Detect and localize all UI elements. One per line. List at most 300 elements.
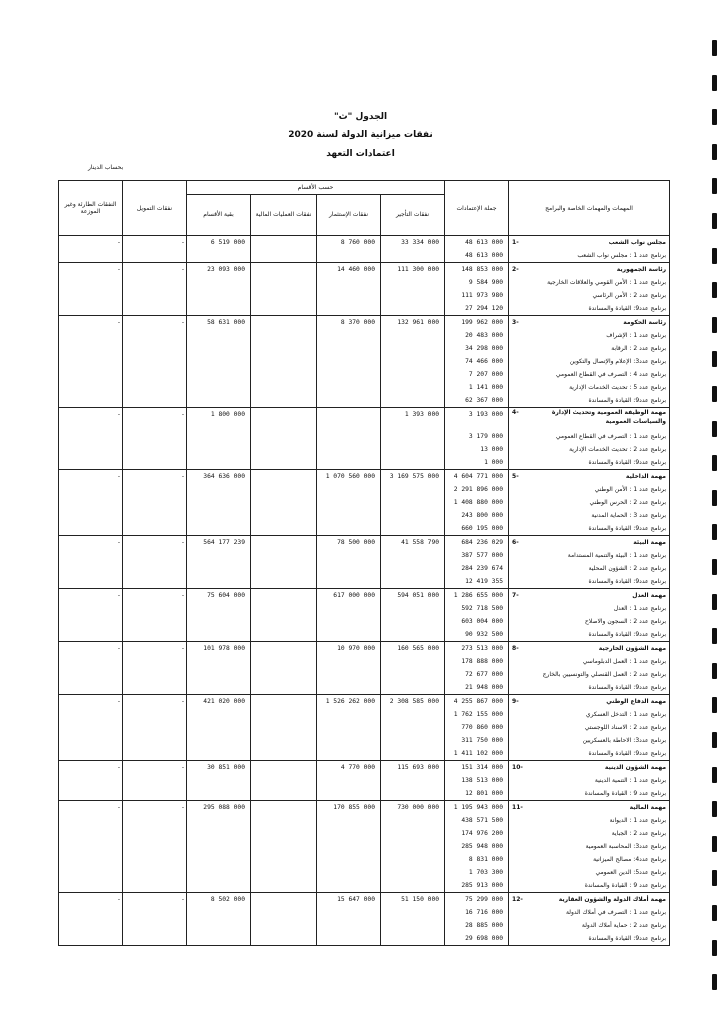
amount: 132 961 000 [397, 319, 440, 326]
program-value: 243 800 000 [461, 512, 504, 519]
tadjir-cell [381, 408, 445, 470]
total-cell [445, 761, 509, 801]
remaining-cell [187, 470, 251, 536]
binding-hole [712, 594, 717, 610]
program-value: 90 932 500 [465, 631, 504, 638]
program-label: برنامج عدد 1 : التصرف في القطاع العمومي [555, 433, 667, 440]
total-cell [445, 236, 509, 263]
program-value: 3 179 000 [468, 433, 504, 440]
investment-cell [317, 470, 381, 536]
budget-table-body [59, 236, 670, 946]
financial-ops-cell [251, 470, 317, 536]
amount: 8 760 000 [340, 239, 375, 246]
table-row [59, 761, 670, 801]
mission-cell [509, 263, 670, 316]
mission-name: مهمة أملاك الدولة والشؤون العقارية [558, 896, 667, 903]
mission-header [509, 263, 669, 276]
program-value: 62 367 000 [465, 397, 504, 404]
binding-hole [712, 248, 717, 264]
amount: 1 393 000 [404, 411, 440, 418]
investment-cell [317, 263, 381, 316]
dash-mark: - [117, 896, 120, 903]
mission-name: مهمة البيئة [633, 539, 667, 546]
program-value: 178 888 000 [461, 658, 504, 665]
program-label: برنامج عدد 1 : الإشراف [606, 332, 667, 339]
program-value: 48 613 000 [465, 252, 504, 259]
program-label: برنامج عدد3: الاحاطة بالعسكريين [582, 737, 667, 744]
dash-mark: - [117, 473, 120, 480]
program-label: برنامج عدد 5 : تحديث الخدمات الإدارية [569, 384, 667, 391]
amount: 30 851 000 [207, 764, 245, 771]
table-row [59, 408, 670, 470]
table-row [59, 470, 670, 536]
program-value: 1 411 102 000 [453, 750, 504, 757]
financial-ops-cell [251, 536, 317, 589]
program-value: 592 718 500 [461, 605, 504, 612]
mission-index: 6- [512, 539, 519, 546]
amount [251, 263, 313, 276]
mission-index: 1- [512, 239, 519, 246]
remaining-cell [187, 408, 251, 470]
table-row [59, 236, 670, 263]
mission-cell [509, 801, 670, 893]
mission-name: مهمة الشؤون الخارجية [598, 645, 667, 652]
mission-index: 10- [512, 764, 523, 771]
amount: 8 502 000 [210, 896, 245, 903]
col-contingency: النفقات الطارئة وغير الموزعة [59, 181, 123, 236]
amount: 6 519 000 [210, 239, 245, 246]
amount: 41 558 790 [401, 539, 440, 546]
table-row [59, 695, 670, 761]
mission-total: 75 299 000 [465, 896, 504, 903]
mission-cell [509, 761, 670, 801]
program-label: برنامج عدد 2 : السجون والاصلاح [584, 618, 667, 625]
mission-name: مجلس نواب الشعب [608, 239, 667, 246]
tadjir-cell [381, 801, 445, 893]
program-value: 74 466 000 [465, 358, 504, 365]
program-label: برنامج عدد9: القيادة والمساندة [588, 684, 667, 691]
contingency-cell [59, 236, 123, 263]
program-value: 1 408 880 000 [453, 499, 504, 506]
col-missions: المهمات والمهمات الخاصة والبرامج [509, 181, 670, 236]
binding-hole [712, 940, 717, 956]
program-value: 438 571 500 [461, 817, 504, 824]
mission-cell [509, 470, 670, 536]
mission-cell [509, 642, 670, 695]
mission-index: 5- [512, 473, 519, 480]
program-label: برنامج عدد 1 : التصرف في أملاك الدولة [565, 909, 667, 916]
tadjir-cell [381, 642, 445, 695]
program-value: 1 141 000 [468, 384, 504, 391]
program-label: برنامج عدد9: القيادة والمساندة [588, 750, 667, 757]
financing-cell [123, 695, 187, 761]
program-label: برنامج عدد 2 : الشؤون المحلية [588, 565, 667, 572]
unit-note: بحساب الدينار [88, 164, 124, 171]
remaining-cell [187, 642, 251, 695]
amount: 51 150 000 [401, 896, 440, 903]
program-label: برنامج عدد3: المحاسبة العمومية [585, 843, 667, 850]
program-value: 29 698 000 [465, 935, 504, 942]
mission-total: 151 314 000 [461, 764, 504, 771]
dash-mark: - [117, 804, 120, 811]
program-label: برنامج عدد 4 : التصرف في القطاع العمومي [555, 371, 667, 378]
financing-cell [123, 536, 187, 589]
financing-cell [123, 642, 187, 695]
investment-cell [317, 695, 381, 761]
financial-ops-cell [251, 642, 317, 695]
program-value: 72 677 000 [465, 671, 504, 678]
program-label: برنامج عدد 1 : مجلس نواب الشعب [577, 252, 667, 259]
dash-mark: - [181, 698, 184, 705]
mission-total: 148 853 000 [461, 266, 504, 273]
program-label: برنامج عدد 2 : الرقابة [611, 345, 667, 352]
binding-hole [712, 386, 717, 402]
program-value: 34 298 000 [465, 345, 504, 352]
total-cell [445, 695, 509, 761]
investment-cell [317, 408, 381, 470]
financing-cell [123, 589, 187, 642]
program-label: برنامج عدد 2 : الأمن الرئاسي [592, 292, 667, 299]
amount [251, 761, 313, 774]
mission-total: 1 195 943 000 [453, 804, 504, 811]
financial-ops-cell [251, 408, 317, 470]
binding-hole [712, 767, 717, 783]
tadjir-cell [381, 893, 445, 946]
amount: 58 631 000 [207, 319, 245, 326]
tadjir-cell [381, 263, 445, 316]
dash-mark: - [117, 698, 120, 705]
mission-total: 3 193 000 [468, 411, 504, 418]
program-value: 28 885 000 [465, 922, 504, 929]
amount: 617 000 000 [333, 592, 375, 599]
amount [251, 316, 313, 329]
amount [251, 801, 313, 814]
financial-ops-cell [251, 236, 317, 263]
amount: 1 526 262 000 [325, 698, 375, 705]
binding-hole [712, 801, 717, 817]
amount: 8 370 000 [340, 319, 375, 326]
dash-mark: - [181, 266, 184, 273]
table-row [59, 642, 670, 695]
mission-name: مهمة العدل [632, 592, 667, 599]
col-total: جملة الإعتمادات [445, 181, 509, 236]
amount: 160 565 000 [397, 645, 440, 652]
program-label: برنامج عدد 9 : القيادة والمساندة [584, 790, 667, 797]
total-cell [445, 263, 509, 316]
binding-hole [712, 75, 717, 91]
mission-header [509, 642, 669, 655]
table-row [59, 536, 670, 589]
program-label: برنامج عدد 2 : العمل القنصلي والتونسيين بالخارج [542, 671, 667, 678]
program-value: 660 195 000 [461, 525, 504, 532]
financing-cell [123, 263, 187, 316]
financial-ops-cell [251, 263, 317, 316]
program-label: برنامج عدد 2 : الاسناد اللوجستي [584, 724, 667, 731]
program-value: 12 801 000 [465, 790, 504, 797]
investment-cell [317, 536, 381, 589]
amount: 115 693 000 [397, 764, 440, 771]
contingency-cell [59, 893, 123, 946]
total-cell [445, 589, 509, 642]
financing-cell [123, 470, 187, 536]
mission-header [509, 589, 669, 602]
contingency-cell [59, 316, 123, 408]
investment-cell [317, 761, 381, 801]
financial-ops-cell [251, 761, 317, 801]
amount: 3 169 575 000 [389, 473, 440, 480]
mission-index: 4- [512, 409, 519, 416]
program-label: برنامج عدد9: القيادة والمساندة [588, 935, 667, 942]
table-row [59, 589, 670, 642]
program-label: برنامج عدد 1 : العمل الدبلوماسي [582, 658, 667, 665]
total-cell [445, 801, 509, 893]
program-label: برنامج عدد 2 : حماية أملاك الدولة [581, 922, 667, 929]
contingency-cell [59, 642, 123, 695]
dash-mark: - [181, 411, 184, 418]
mission-total: 199 962 000 [461, 319, 504, 326]
dash-mark: - [117, 239, 120, 246]
program-label: برنامج عدد 1 : الديوانة [609, 817, 667, 824]
mission-header [509, 316, 669, 329]
program-label: برنامج عدد9: القيادة والمساندة [588, 459, 667, 466]
financing-cell [123, 408, 187, 470]
table-label: الجدول "ث" [333, 112, 388, 122]
program-value: 20 483 000 [465, 332, 504, 339]
binding-hole [712, 421, 717, 437]
investment-cell [317, 801, 381, 893]
dash-mark: - [181, 896, 184, 903]
program-value: 603 004 000 [461, 618, 504, 625]
dash-mark: - [181, 319, 184, 326]
program-value: 111 973 980 [461, 292, 504, 299]
table-row [59, 893, 670, 946]
remaining-cell [187, 893, 251, 946]
dash-mark: - [181, 539, 184, 546]
program-value: 311 750 000 [461, 737, 504, 744]
program-label: برنامج عدد 2 : الجباية [611, 830, 667, 837]
mission-index: 11- [512, 804, 523, 811]
total-cell [445, 408, 509, 470]
amount: 1 800 000 [210, 411, 245, 418]
amount: 14 460 000 [337, 266, 375, 273]
mission-index: 8- [512, 645, 519, 652]
amount [251, 536, 313, 549]
binding-hole [712, 559, 717, 575]
amount: 78 500 000 [337, 539, 375, 546]
program-label: برنامج عدد 3 : الحماية المدنية [591, 512, 667, 519]
binding-hole [712, 836, 717, 852]
binding-hole [712, 697, 717, 713]
dash-mark: - [117, 645, 120, 652]
program-label: برنامج عدد 1 : البيئة والتنمية المستدامة [567, 552, 667, 559]
mission-total: 684 236 029 [461, 539, 504, 546]
mission-name: مهمة الشؤون الدينية [604, 764, 667, 771]
mission-index: 2- [512, 266, 519, 273]
total-cell [445, 316, 509, 408]
tadjir-cell [381, 470, 445, 536]
program-value: 1 000 [484, 459, 504, 466]
amount [251, 893, 313, 906]
investment-cell [317, 236, 381, 263]
dash-mark: - [117, 266, 120, 273]
mission-total: 48 613 000 [465, 239, 504, 246]
program-value: 12 419 355 [465, 578, 504, 585]
amount [251, 236, 313, 249]
amount: 364 636 000 [203, 473, 245, 480]
binding-hole [712, 524, 717, 540]
binding-hole [712, 663, 717, 679]
program-value: 16 716 000 [465, 909, 504, 916]
program-value: 27 294 120 [465, 305, 504, 312]
program-value: 285 913 000 [461, 882, 504, 889]
binding-hole [712, 282, 717, 298]
col-investment: نفقات الإستثمار [317, 195, 381, 236]
dash-mark: - [117, 764, 120, 771]
binding-hole [712, 455, 717, 471]
program-label: برنامج عدد 1 : الأمن الوطني [594, 486, 667, 493]
mission-header [509, 408, 669, 430]
col-financial-ops: نفقات العمليات المالية [251, 195, 317, 236]
program-label: برنامج عدد 1 : التنمية الدينية [594, 777, 667, 784]
program-value: 284 239 674 [461, 565, 504, 572]
remaining-cell [187, 263, 251, 316]
mission-total: 4 255 867 000 [453, 698, 504, 705]
mission-total: 1 286 655 000 [453, 592, 504, 599]
binding-hole [712, 732, 717, 748]
amount: 15 647 000 [337, 896, 375, 903]
binding-hole [712, 213, 717, 229]
amount: 101 978 000 [203, 645, 245, 652]
contingency-cell [59, 801, 123, 893]
program-value: 1 762 155 000 [453, 711, 504, 718]
financial-ops-cell [251, 695, 317, 761]
binding-hole [712, 40, 717, 56]
tadjir-cell [381, 589, 445, 642]
mission-total: 4 604 771 000 [453, 473, 504, 480]
program-label: برنامج عدد 9 : القيادة والمساندة [584, 882, 667, 889]
binding-hole [712, 974, 717, 990]
document-subtitle: اعتمادات التعهد [326, 149, 395, 159]
tadjir-cell [381, 695, 445, 761]
remaining-cell [187, 589, 251, 642]
mission-name: رئاسة الجمهورية [616, 266, 667, 273]
investment-cell [317, 589, 381, 642]
dash-mark: - [181, 645, 184, 652]
contingency-cell [59, 470, 123, 536]
program-value: 9 584 900 [468, 279, 504, 286]
amount: 2 308 585 000 [389, 698, 440, 705]
mission-cell [509, 893, 670, 946]
financing-cell [123, 761, 187, 801]
amount [251, 695, 313, 708]
tadjir-cell [381, 236, 445, 263]
program-label: برنامج عدد 1 : العدل [613, 605, 667, 612]
program-value: 7 207 000 [468, 371, 504, 378]
mission-header [509, 761, 669, 774]
amount: 170 855 000 [333, 804, 375, 811]
program-value: 1 703 300 [468, 869, 504, 876]
binding-hole [712, 905, 717, 921]
contingency-cell [59, 589, 123, 642]
contingency-cell [59, 408, 123, 470]
dash-mark: - [181, 804, 184, 811]
remaining-cell [187, 316, 251, 408]
tadjir-cell [381, 536, 445, 589]
financial-ops-cell [251, 893, 317, 946]
financial-ops-cell [251, 589, 317, 642]
dash-mark: - [181, 592, 184, 599]
financing-cell [123, 893, 187, 946]
budget-table [58, 180, 670, 946]
amount: 421 020 000 [203, 698, 245, 705]
amount: 295 088 000 [203, 804, 245, 811]
binding-hole [712, 870, 717, 886]
binding-hole [712, 317, 717, 333]
program-value: 387 577 000 [461, 552, 504, 559]
investment-cell [317, 893, 381, 946]
amount: 1 070 560 000 [325, 473, 375, 480]
document-title: نفقات ميزانية الدولة لسنة 2020 [288, 130, 433, 140]
program-value: 770 860 000 [461, 724, 504, 731]
program-label: برنامج عدد9: القيادة والمساندة [588, 631, 667, 638]
mission-header [509, 893, 669, 906]
mission-header [509, 236, 669, 249]
total-cell [445, 642, 509, 695]
mission-header [509, 801, 669, 814]
tadjir-cell [381, 761, 445, 801]
program-value: 174 976 200 [461, 830, 504, 837]
dash-mark: - [117, 319, 120, 326]
amount [251, 470, 313, 483]
mission-cell [509, 589, 670, 642]
mission-total: 273 513 000 [461, 645, 504, 652]
table-row [59, 316, 670, 408]
total-cell [445, 470, 509, 536]
dash-mark: - [117, 592, 120, 599]
program-label: برنامج عدد 1 : الأمن القومي والعلاقات الخارجية [547, 279, 667, 286]
program-label: برنامج عدد 2 : تحديث الخدمات الإدارية [569, 446, 667, 453]
mission-cell [509, 695, 670, 761]
program-label: برنامج عدد3: الإعلام والإتصال والتكوين [569, 358, 667, 365]
binding-holes [709, 40, 717, 1000]
mission-name: مهمة الوظيفة العمومية وتحديث الإدارة والسياسات العمومية [551, 409, 667, 425]
table-row [59, 263, 670, 316]
binding-hole [712, 490, 717, 506]
col-financing: نفقات التمويل [123, 181, 187, 236]
amount: 111 300 000 [397, 266, 440, 273]
col-tadjir: نفقات التأجير [381, 195, 445, 236]
program-label: برنامج عدد9: القيادة والمساندة [588, 578, 667, 585]
total-cell [445, 893, 509, 946]
mission-cell [509, 408, 670, 470]
amount [317, 408, 377, 421]
amount [251, 642, 313, 655]
financing-cell [123, 801, 187, 893]
total-cell [445, 536, 509, 589]
mission-index: 9- [512, 698, 519, 705]
program-label: برنامج عدد 1 : التدخل العسكري [585, 711, 667, 718]
program-value: 2 291 896 000 [453, 486, 504, 493]
mission-name: رئاسة الحكومة [623, 319, 667, 326]
binding-hole [712, 628, 717, 644]
mission-name: مهمة الداخلية [625, 473, 667, 480]
dash-mark: - [117, 539, 120, 546]
program-value: 21 948 000 [465, 684, 504, 691]
mission-name: مهمة الدفاع الوطني [606, 698, 667, 705]
amount: 730 000 000 [397, 804, 440, 811]
amount: 33 334 000 [401, 239, 440, 246]
program-value: 8 831 000 [468, 856, 504, 863]
